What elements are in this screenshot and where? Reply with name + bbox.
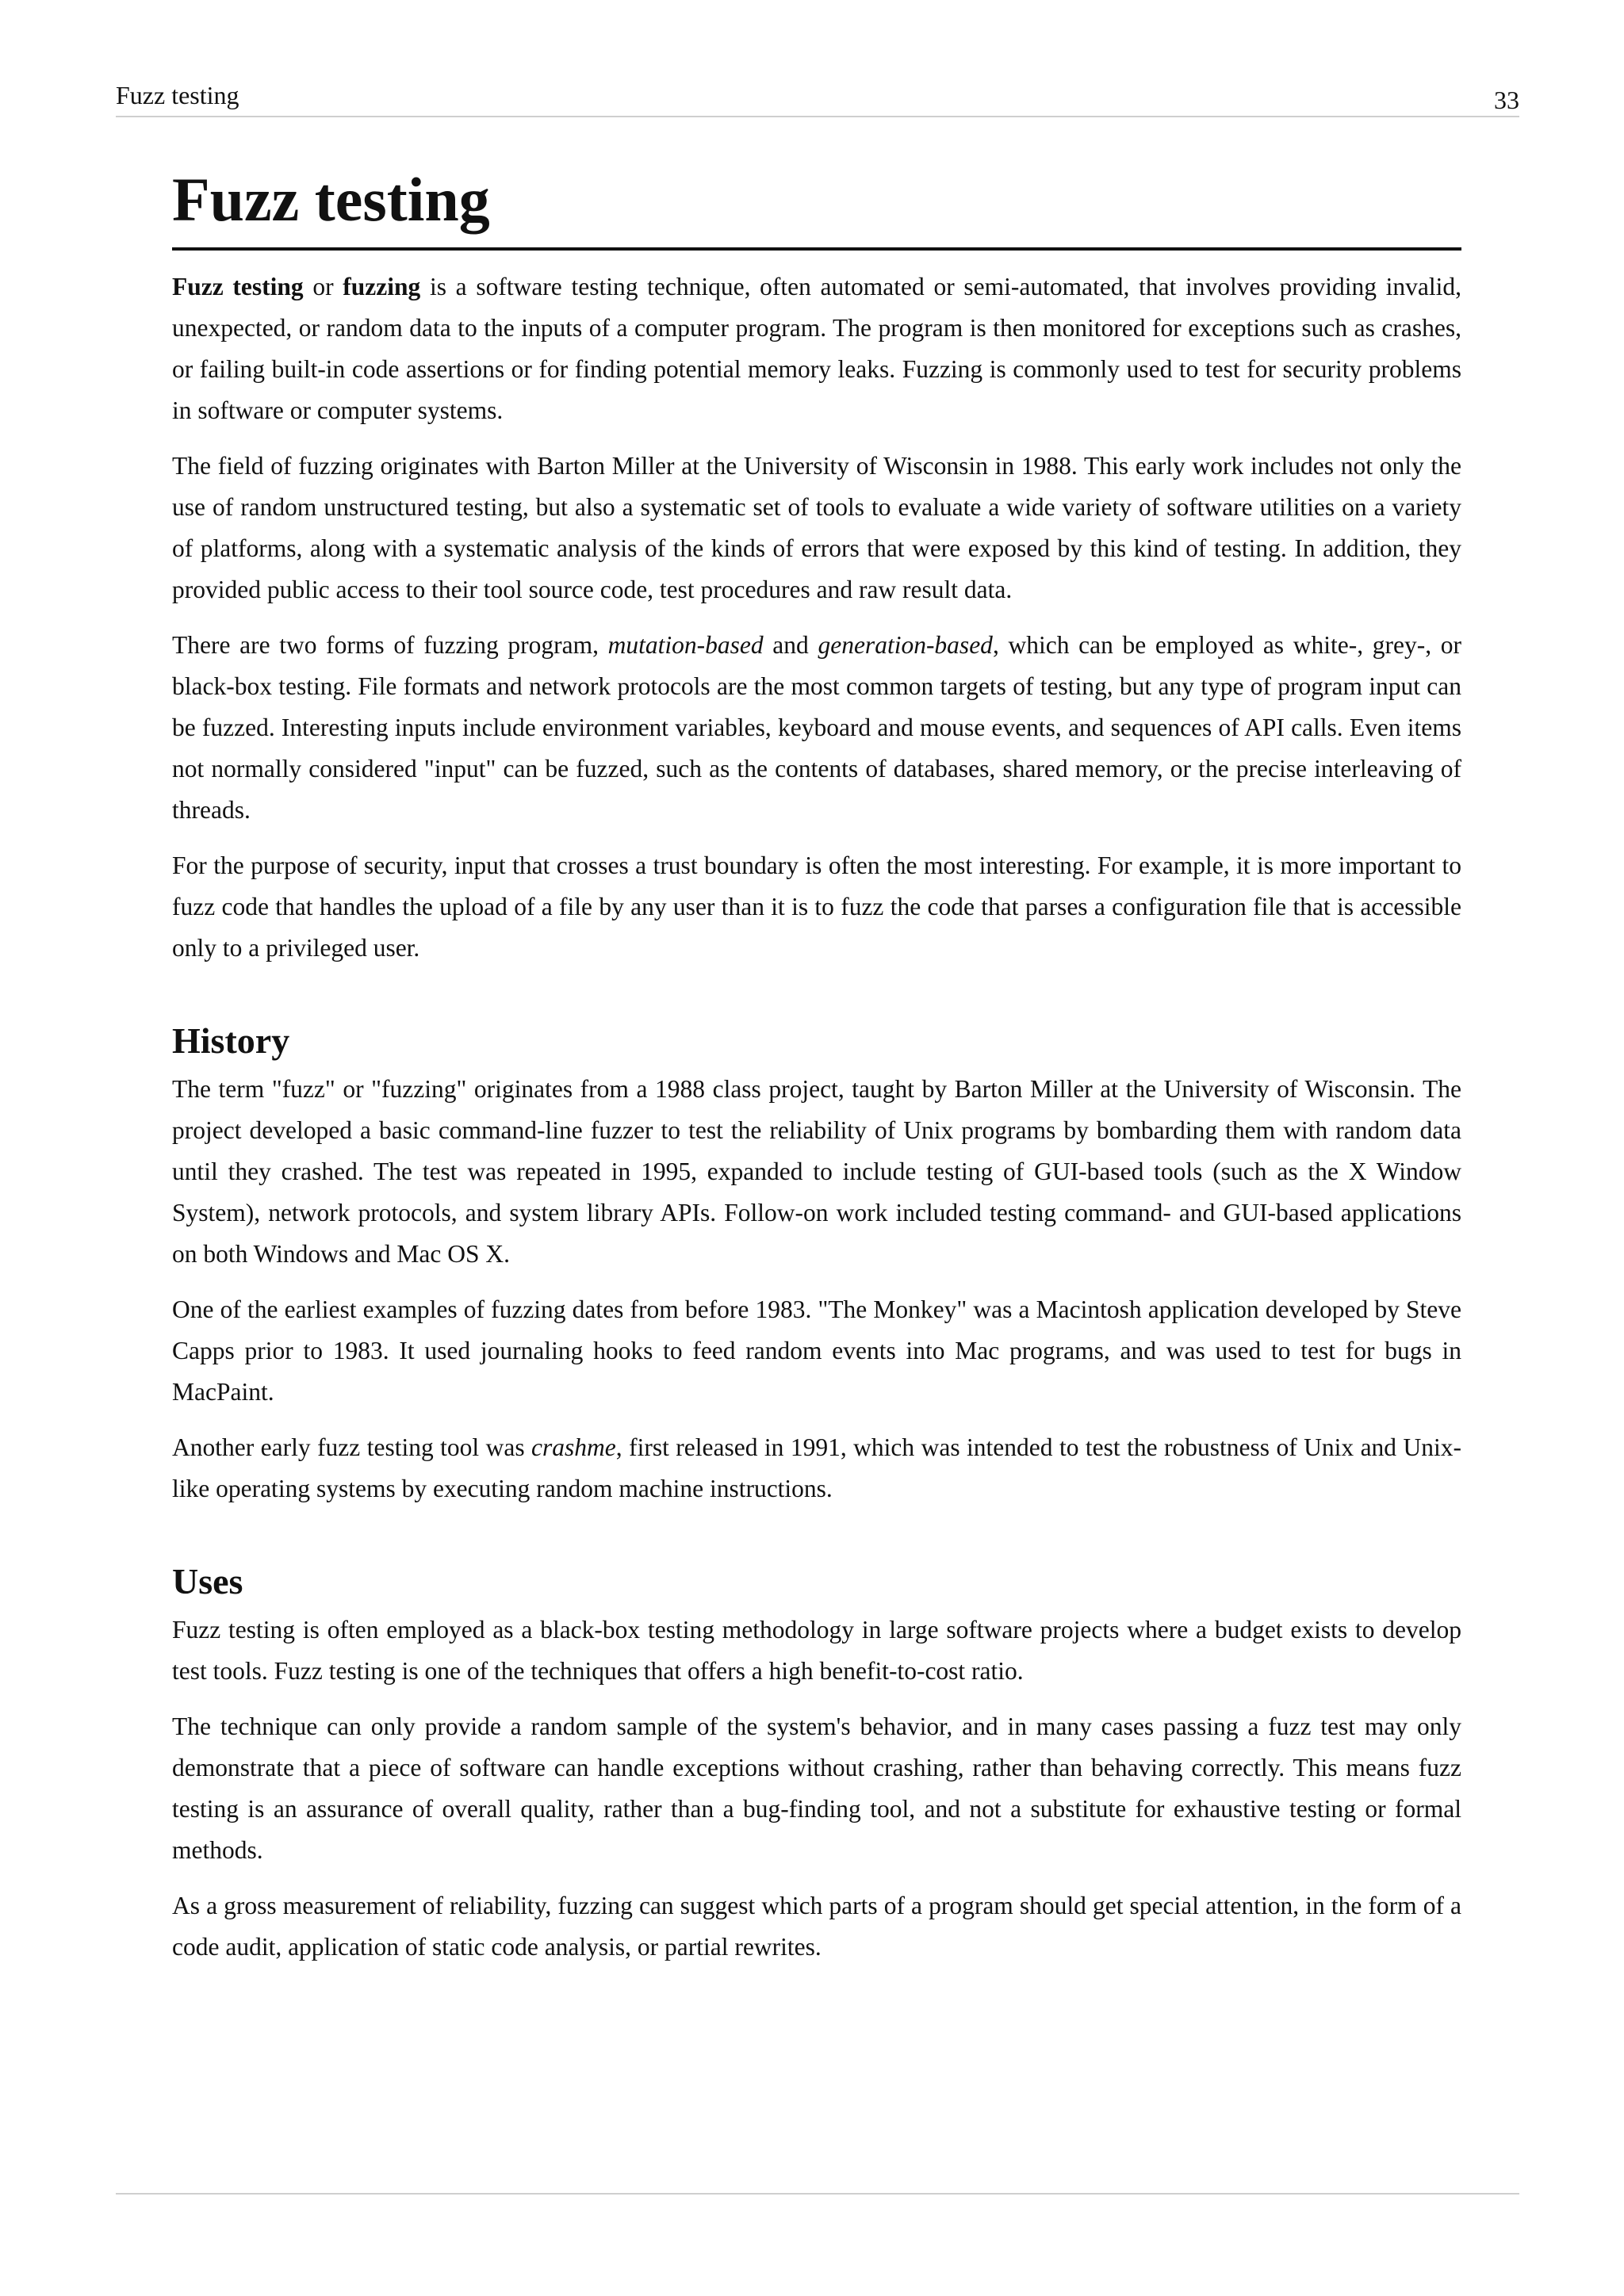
uses-paragraph-2: The technique can only provide a random sample of the system's behavior, and in many cases passing a fuzz test may only demonstrate that a piece of software can handle exceptions without crashing, rather than behaving correctly. This means fuzz testing is an assurance of overall quality, rather than a bug-finding tool, and not a substitute for exhaustive testing or formal methods. <box>172 1712 1461 1864</box>
running-title: Fuzz testing <box>116 81 239 109</box>
history-paragraph-2: One of the earliest examples of fuzzing dates from before 1983. "The Monkey" was a Macintosh application developed by Steve Capps prior to 1983. It used journaling hooks to feed random events into Mac programs, and was used to test for bugs in MacPaint. <box>172 1295 1461 1406</box>
page-number: 33 <box>1494 86 1519 114</box>
intro-paragraph-4: For the purpose of security, input that crosses a trust boundary is often the most interesting. For example, it is more important to fuzz code that handles the upload of a file by any user than it is to fuzz the code that parses a configuration file that is accessible only to a privileged user. <box>172 851 1461 962</box>
intro-text: is a software testing technique, often automated or semi-automated, that involves providing invalid, unexpected, or random data to the inputs of a computer program. The program is then monitored for exceptions such as crashes, or failing built-in code assertions or for finding potential memory leaks. Fuzzing is commonly used to test for security problems in software or computer systems. <box>172 273 1462 424</box>
intro-text: There are two forms of fuzzing program, <box>172 631 608 659</box>
intro-paragraph-2: The field of fuzzing originates with Barton Miller at the University of Wisconsin in 1988. This early work includes not only the use of random unstructured testing, but also a systematic set of tools to evaluate a wide variety of software utilities on a variety of platforms, along with a systematic analysis of the kinds of errors that were exposed by this kind of testing. In addition, they provided public access to their tool source code, test procedures and raw result data. <box>172 452 1461 603</box>
uses-heading: Uses <box>172 1561 243 1601</box>
intro-paragraph-1 <box>172 266 1461 431</box>
article-body <box>172 159 1461 1968</box>
uses-paragraph-1: Fuzz testing is often employed as a black-box testing methodology in large software projects where a budget exists to develop test tools. Fuzz testing is one of the techniques that offers a high benefit-to-cost ratio. <box>172 1616 1461 1685</box>
history-text: , first released in 1991, which was intended to test the robustness of Unix and Unix-like operating systems by executing random machine instructions. <box>172 1433 1461 1502</box>
term-crashme: crashme <box>531 1433 616 1461</box>
uses-paragraph-3: As a gross measurement of reliability, fuzzing can suggest which parts of a program should get special attention, in the form of a code audit, application of static code analysis, or partial rewrites. <box>172 1892 1461 1961</box>
intro-text: , which can be employed as white-, grey-, or black-box testing. File formats and network protocols are the most common targets of testing, but any type of program input can be fuzzed. Interesting inputs include environment variables, keyboard and mouse events, and sequences of API calls. Even items not normally considered "input" can be fuzzed, such as the contents of databases, shared memory, or the precise interleaving of threads. <box>172 631 1462 824</box>
footer-rule <box>116 2193 1519 2195</box>
intro-text: or <box>303 273 343 300</box>
term-fuzzing: fuzzing <box>343 273 421 300</box>
history-text: Another early fuzz testing tool was <box>172 1433 532 1461</box>
term-mutation-based: mutation-based <box>607 631 764 659</box>
term-fuzz-testing: Fuzz testing <box>172 273 304 300</box>
history-paragraph-3 <box>172 1427 1461 1510</box>
intro-text: and <box>763 631 818 659</box>
history-heading: History <box>172 1020 290 1061</box>
article-title: Fuzz testing <box>172 159 1461 251</box>
running-header <box>116 79 1519 117</box>
term-generation-based: generation-based <box>818 631 993 659</box>
intro-paragraph-3 <box>172 625 1461 831</box>
history-paragraph-1: The term "fuzz" or "fuzzing" originates from a 1988 class project, taught by Barton Miller at the University of Wisconsin. The project developed a basic command-line fuzzer to test the reliability of Unix programs by bombarding them with random data until they crashed. The test was repeated in 1995, expanded to include testing of GUI-based tools (such as the X Window System), network protocols, and system library APIs. Follow-on work included testing command- and GUI-based applications on both Windows and Mac OS X. <box>172 1075 1461 1268</box>
